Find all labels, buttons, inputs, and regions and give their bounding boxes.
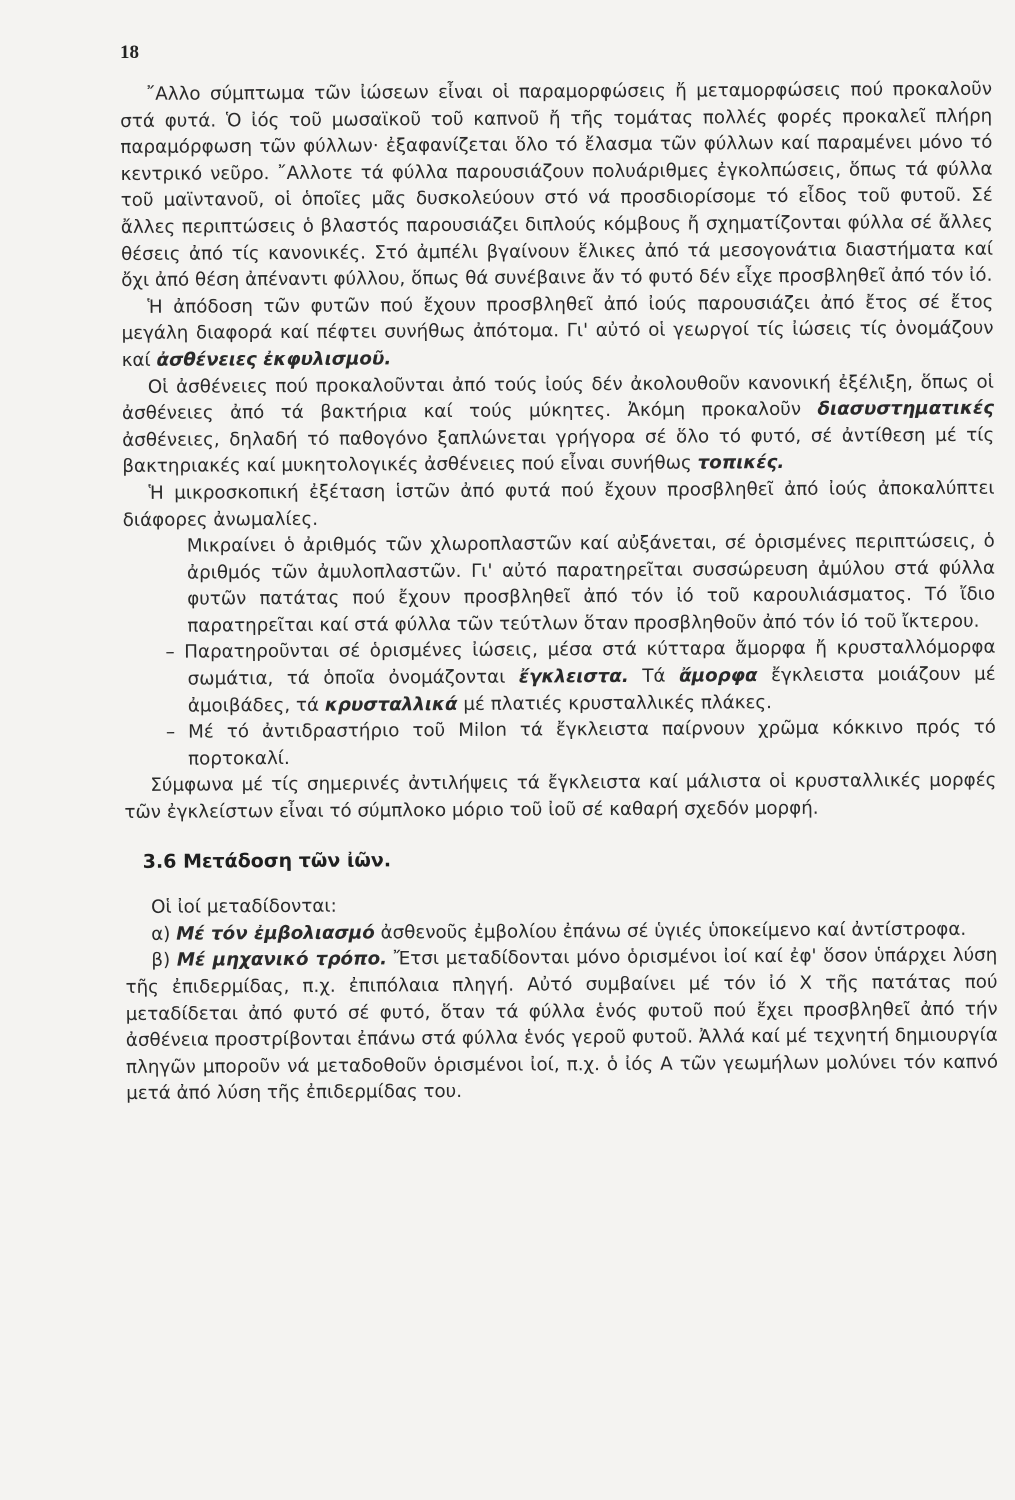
inclusions-text-b: Τά — [628, 665, 680, 687]
list-item-inclusions — [184, 635, 996, 720]
list-item-milon: – Μέ τό ἀντιδραστήριο τοῦ Milon τά ἔγκλειστα παίρνουν χρῶμα κόκκινο πρός τό πορτοκαλί. — [188, 715, 996, 773]
page-body — [120, 77, 998, 1108]
paragraph-yield-text: Ἡ ἀπόδοση τῶν φυτῶν πού ἔχουν προσβληθεῖ ἀπό ἰούς παρουσιάζει ἀπό ἔτος σέ ἔτος μεγάλη διαφορά καί πέφτει συνήθως ἀπότομα. Γι' αὐτό οἱ γεωργοί τίς ἰώσεις τίς ὀνομάζουν καί — [121, 291, 994, 371]
term-local: τοπικές. — [697, 452, 785, 474]
section-heading-transmission: 3.6 Μετάδοση τῶν ἰῶν. — [142, 848, 392, 873]
paragraph-yield — [121, 289, 993, 374]
paragraph-current-views: Σύμφωνα μέ τίς σημερινές ἀντιλήψεις τά ἔγκλειστα καί μάλιστα οἱ κρυσταλλικές μορφές τῶν ἐγκλείστων εἶναι τό σύμπλοκο μόριο τοῦ ἰοῦ σέ καθαρή σχεδόν μορφή. — [124, 770, 997, 824]
paragraph-deformations: ῎Αλλο σύμπτωμα τῶν ἰώσεων εἶναι οἱ παραμορφώσεις ἤ μεταμορφώσεις πού προκαλοῦν στά φυτά. Ὁ ἰός τοῦ μωσαϊκοῦ τοῦ καπνοῦ ἤ τῆς τομάτας πολλές φορές προκαλεῖ πλήρη παραμόρφωση τῶν φύλλων· ἐξαφανίζεται ὅλο τό ἔλασμα τῶν φύλλων καί παραμένει μόνο τό κεντρικό νεῦρο. ῎Αλλοτε τά φύλλα παρουσιάζουν πολυάριθμες ἐγκολπώσεις, ὅπως τά φύλλα τοῦ μαϊντανοῦ, οἱ ὁποῖες μᾶς δυσκολεύουν στό νά προσδιορίσομε τό εἶδος τοῦ φυτοῦ. Σέ ἄλλες περιπτώσεις ὁ βλαστός παρουσιάζει διπλούς κόμβους ἤ σχηματίζονται φύλλα σέ ἄλλες θέσεις ἀπό τίς κανονικές. Στό ἀμπέλι βγαίνουν ἕλικες ἀπό τά μεσογονάτια διαστήματα καί ὄχι ἀπό θέση ἀπέναντι φύλλου, ὅπως θά συνέβαινε ἄν τό φυτό δέν εἶχε προσβληθεῖ ἀπό τόν ἰό. — [120, 78, 994, 292]
term-systemic: διασυστηματικές — [817, 397, 995, 420]
paragraph-systemic — [122, 369, 995, 481]
paragraph-microscopic: Ἡ μικροσκοπική ἐξέταση ἱστῶν ἀπό φυτά πού ἔχουν προσβληθεῖ ἀπό ἰούς ἀποκαλύπτει διάφορες ἀνωμαλίες. — [122, 477, 995, 531]
inclusions-text-c: ἔγκλειστα μοιάζουν μέ ἀμοιβάδες, τά — [187, 663, 996, 717]
paragraph-systemic-text-2: ἀσθένειες, δηλαδή τό παθογόνο ξαπλώνεται γρήγορα σέ ὅλο τό φυτό, σέ ἀντίθεση μέ τίς βακτηριακές καί μυκητολογικές ἀσθένειες πού εἶναι συνήθως — [122, 424, 995, 478]
term-crystalline: κρυσταλλικά — [324, 693, 458, 716]
item-grafting-text: ἀσθενοῦς ἐμβολίου ἐπάνω σέ ὑγιές ὑποκείμενο καί ἀντίστροφα. — [374, 918, 967, 944]
inclusions-text-a: Παρατηροῦνται σέ ὁρισμένες ἰώσεις, μέσα στά κύτταρα ἄμορφα ἤ κρυσταλλόμορφα σωμάτια, τά ὁποῖα ὀνομάζονται — [184, 637, 996, 690]
item-mechanical-label: β) — [151, 950, 177, 972]
item-mechanical — [125, 943, 998, 1108]
term-inclusions: ἔγκλειστα. — [518, 665, 629, 688]
term-grafting: Μέ τόν ἐμβολιασμό — [176, 922, 375, 945]
term-mechanical: Μέ μηχανικό τρόπο. — [176, 948, 388, 972]
item-mechanical-text: Ἔτσι μεταδίδονται μόνο ὁρισμένοι ἰοί καί ἐφ' ὅσον ὑπάρχει λύση τῆς ἐπιδερμίδας, π.χ. ἐπιπόλαια πληγή. Αὐτό συμβαίνει μέ τόν ἰό Χ τῆς πατάτας πού μεταδίδεται ἀπό φυτό σέ φυτό, ὅταν τά φύλλα ἑνός φυτοῦ πού ἔχει προσβληθεῖ ἀπό τήν ἀσθένεια προστρίβονται ἐπάνω στά φύλλα ἑνός γεροῦ φυτοῦ. Ἀλλά καί μέ τεχνητή δημιουργία πληγῶν μποροῦν νά μεταδοθοῦν ὁρισμένοι ἰοί, π.χ. ὁ ἰός Α τῶν γεωμήλων μολύνει τόν καπνό μετά ἀπό λύση τῆς ἐπιδερμίδας του. — [125, 945, 999, 1105]
term-amorphous: ἄμορφα — [678, 665, 758, 687]
term-degeneration-diseases: ἀσθένειες ἐκφυλισμοῦ. — [156, 348, 392, 371]
list-item-chloroplasts: Μικραίνει ὁ ἀριθμός τῶν χλωροπλαστῶν καί αὐξάνεται, σέ ὁρισμένες περιπτώσεις, ὁ ἀριθμός τῶν ἀμυλοπλαστῶν. Γι' αὐτό παρατηρεῖται συσσώρευση ἀμύλου στά φύλλα φυτῶν πατάτας πού ἔχουν προσβληθεῖ ἀπό τόν ἰό τοῦ καρουλιάσματος. Τό ἴδιο παρατηρεῖται καί στά φύλλα τῶν τεύτλων ὅταν προσβληθοῦν ἀπό τόν ἰό τοῦ ἴκτερου. — [186, 530, 996, 637]
inclusions-text-d: μέ πλατιές κρυσταλλικές πλάκες. — [457, 691, 772, 715]
paragraph-transmitted: Οἱ ἰοί μεταδίδονται: — [150, 895, 337, 919]
page-number: 18 — [120, 42, 139, 63]
paragraph-systemic-text-1: Οἱ ἀσθένειες πού προκαλοῦνται ἀπό τούς ἰούς δέν ἀκολουθοῦν κανονική ἐξέλιξη, ὅπως οἱ ἀσθένειες ἀπό τά βακτήρια καί τούς μύκητες. Ἀκόμη προκαλοῦν — [121, 371, 994, 425]
item-grafting-label: α) — [151, 923, 177, 945]
